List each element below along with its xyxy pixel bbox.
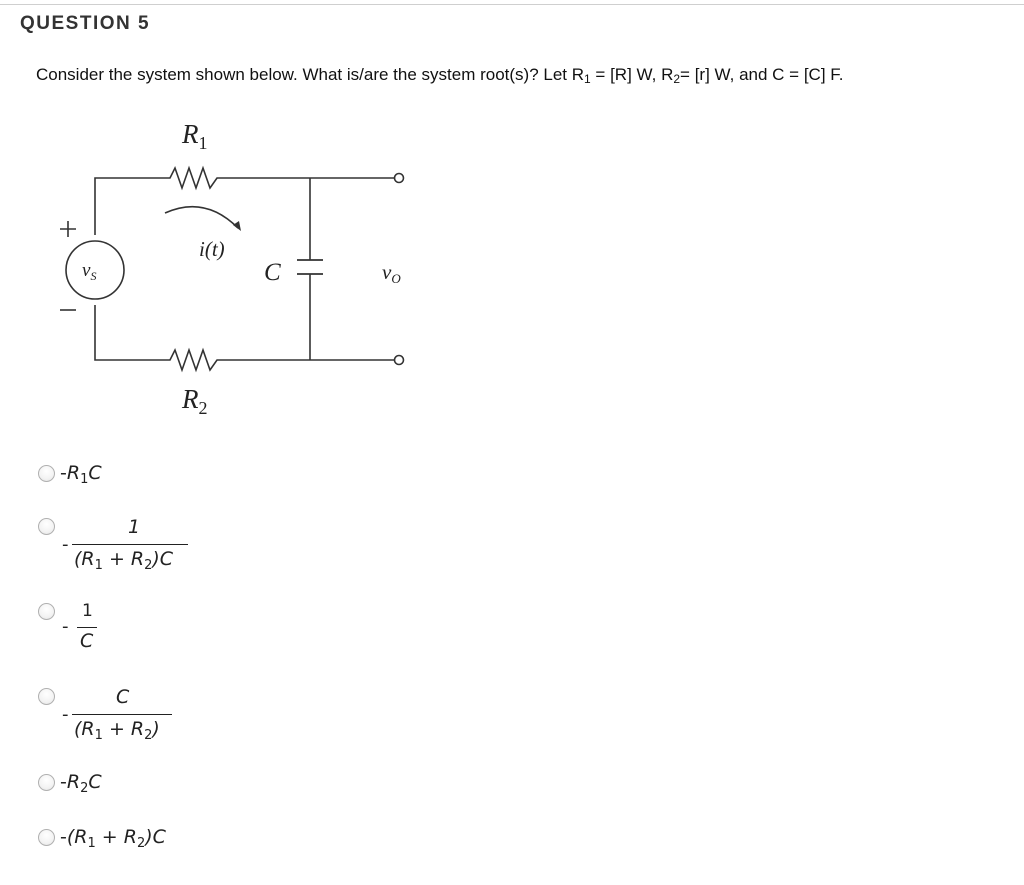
option-3-denominator: C — [80, 630, 94, 652]
top-divider — [0, 4, 1024, 5]
question-title: QUESTION 5 — [20, 13, 151, 34]
option-3-fraction-bar — [77, 627, 97, 628]
option-1-expression: $-R_1C$ — [60, 462, 102, 487]
option-4-denominator: $(R_1 + R_2)$ — [74, 718, 160, 743]
option-5-radio[interactable] — [38, 774, 55, 791]
r2-label: $R_2$ — [182, 384, 208, 418]
capacitor-label: C — [264, 259, 281, 286]
output-voltage-label: vO — [382, 260, 401, 286]
current-arrow — [165, 207, 238, 228]
option-5-expression: $-R_2C$ — [60, 771, 102, 796]
option-3-minus: - — [62, 616, 69, 637]
resistor-r1 — [95, 168, 395, 235]
option-4-fraction-bar — [72, 714, 172, 715]
resistor-r2 — [95, 305, 395, 370]
output-terminal-bottom — [395, 356, 404, 365]
source-label: $v_S$ — [82, 260, 97, 283]
capacitor-plates — [297, 260, 323, 274]
option-3-numerator: 1 — [82, 601, 93, 621]
option-4-minus: - — [62, 704, 69, 725]
option-1-radio[interactable] — [38, 465, 55, 482]
output-terminal-top — [395, 174, 404, 183]
option-4-numerator: C — [116, 686, 130, 708]
current-arrow-head — [233, 221, 241, 231]
option-2-numerator: 1 — [128, 516, 141, 538]
circuit-diagram — [40, 110, 440, 420]
option-2-denominator: $(R_1 + R_2)C$ — [74, 548, 174, 573]
option-4-radio[interactable] — [38, 688, 55, 705]
option-6-radio[interactable] — [38, 829, 55, 846]
question-text: Consider the system shown below. What is/are the system root(s)? Let $R_1 = [R]$ W, $R_2= [r]$ W, and C = [C] F. — [36, 65, 844, 86]
current-label: i(t) — [199, 237, 225, 261]
option-3-radio[interactable] — [38, 603, 55, 620]
option-6-expression: $-(R_1 + R_2)C$ — [60, 826, 166, 851]
option-2-minus: - — [62, 534, 69, 555]
plus-sign — [60, 221, 76, 237]
r1-label: $R_1$ — [182, 119, 208, 153]
option-2-fraction-bar — [72, 544, 188, 545]
option-2-radio[interactable] — [38, 518, 55, 535]
